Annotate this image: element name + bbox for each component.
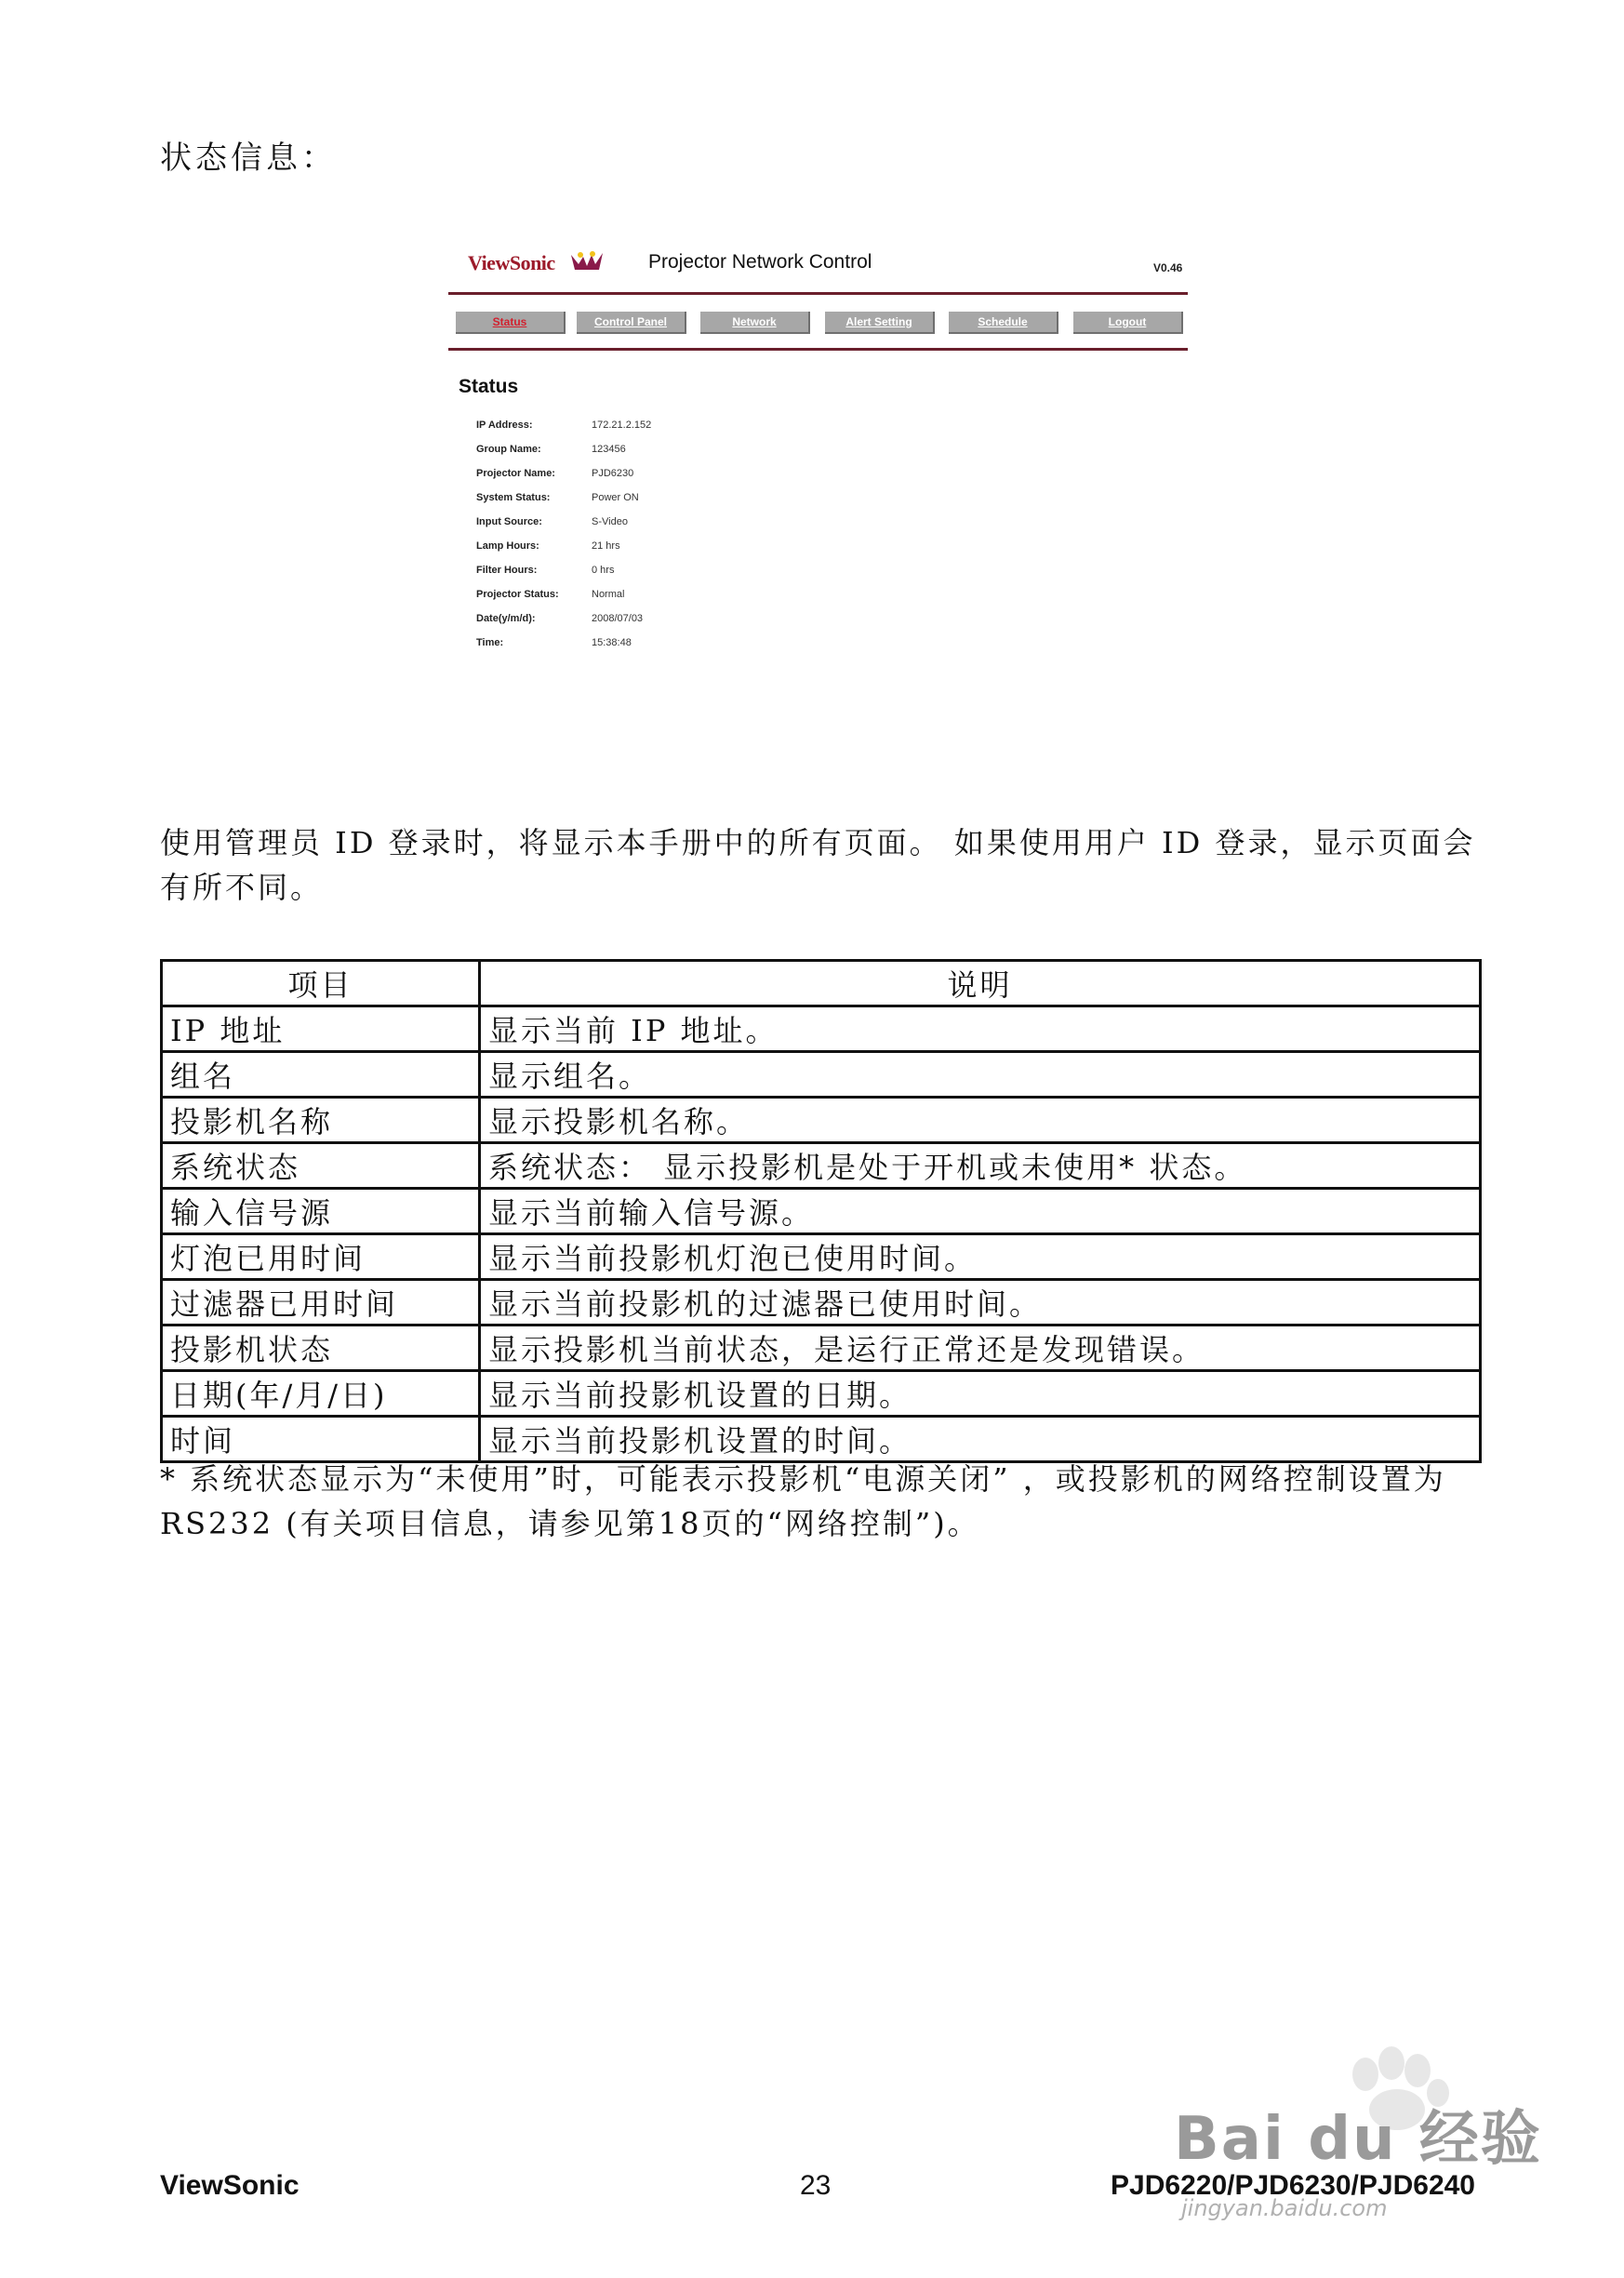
nav-status[interactable]: Status [456,312,566,334]
table-cell: 系统状态 [162,1143,480,1189]
table-cell: 显示当前 IP 地址。 [480,1006,1481,1052]
nav-control-panel[interactable]: Control Panel [577,312,686,334]
table-cell: 显示当前投影机设置的日期。 [480,1371,1481,1417]
status-value: Normal [592,589,625,600]
table-cell: 显示组名。 [480,1052,1481,1098]
nav-alert-setting[interactable]: Alert Setting [825,312,935,334]
footer-brand: ViewSonic [160,2170,300,2201]
status-value: 172.21.2.152 [592,420,652,431]
table-row [162,1371,1481,1417]
table-cell: 显示当前投影机灯泡已使用时间。 [480,1234,1481,1280]
status-label: System Status: [476,492,551,503]
status-value: 21 hrs [592,540,620,552]
status-value: PJD6230 [592,468,634,479]
viewsonic-birds-icon [569,249,605,273]
item-description-table [160,959,1482,1463]
status-value: Power ON [592,492,639,503]
header-divider [448,292,1188,295]
status-value: S-Video [592,516,628,527]
table-cell: 显示当前输入信号源。 [480,1189,1481,1234]
nav-network[interactable]: Network [700,312,810,334]
table-header-cell: 说明 [480,961,1481,1006]
table-cell: 过滤器已用时间 [162,1280,480,1326]
table-row [162,1006,1481,1052]
nav-logout[interactable]: Logout [1073,312,1183,334]
table-header-cell: 项目 [162,961,480,1006]
footer-model: PJD6220/PJD6230/PJD6240 [1111,2170,1475,2201]
status-label: Input Source: [476,516,542,527]
table-cell: 显示当前投影机的过滤器已使用时间。 [480,1280,1481,1326]
table-cell: 投影机名称 [162,1098,480,1143]
footnote: * 系统状态显示为“未使用”时，可能表示投影机“电源关闭” ，或投影机的网络控制设置为 RS232 (有关项目信息，请参见第18页的“网络控制”)。 [160,1461,1446,1541]
table-cell: 日期(年/月/日) [162,1371,480,1417]
version-label: V0.46 [1153,261,1183,274]
table-cell: 系统状态： 显示投影机是处于开机或未使用* 状态。 [480,1143,1481,1189]
table-row [162,1143,1481,1189]
table-cell: IP 地址 [162,1006,480,1052]
embedded-screenshot [448,242,1188,670]
table-cell: 显示投影机当前状态，是运行正常还是发现错误。 [480,1326,1481,1371]
watermark-text: Bai du 经验 [1174,2105,1542,2174]
page-number: 23 [800,2170,832,2201]
table-row [162,1098,1481,1143]
status-label: Time: [476,637,504,648]
status-label: Date(y/m/d): [476,613,536,624]
table-cell: 灯泡已用时间 [162,1234,480,1280]
status-value: 15:38:48 [592,637,632,648]
nav-schedule[interactable]: Schedule [949,312,1058,334]
table-row [162,1052,1481,1098]
table-row [162,1326,1481,1371]
status-value: 123456 [592,444,626,455]
table-cell: 显示当前投影机设置的时间。 [480,1417,1481,1462]
viewsonic-logo: ViewSonic [468,251,555,274]
nav-divider [448,348,1188,351]
table-cell: 输入信号源 [162,1189,480,1234]
table-header-row [162,961,1481,1006]
table-row [162,1280,1481,1326]
table-cell: 组名 [162,1052,480,1098]
table-row [162,1417,1481,1462]
table-row [162,1189,1481,1234]
status-label: IP Address: [476,420,533,431]
table-cell: 显示投影机名称。 [480,1098,1481,1143]
status-section-title: Status [459,376,519,397]
intro-paragraph: 使用管理员 ID 登录时，将显示本手册中的所有页面。 如果使用用户 ID 登录，显示页面会有所不同。 [160,825,1476,905]
table-cell: 投影机状态 [162,1326,480,1371]
status-label: Group Name: [476,444,541,455]
status-label: Projector Status: [476,589,559,600]
table-row [162,1234,1481,1280]
status-label: Projector Name: [476,468,555,479]
table-cell: 时间 [162,1417,480,1462]
status-label: Filter Hours: [476,565,538,576]
status-value: 0 hrs [592,565,615,576]
status-label: Lamp Hours: [476,540,539,552]
page-heading: 状态信息： [160,140,337,177]
watermark-url: jingyan.baidu.com [1181,2195,1388,2221]
screenshot-nav-bar [456,312,1187,334]
status-value: 2008/07/03 [592,613,644,624]
screenshot-title: Projector Network Control [648,251,872,273]
